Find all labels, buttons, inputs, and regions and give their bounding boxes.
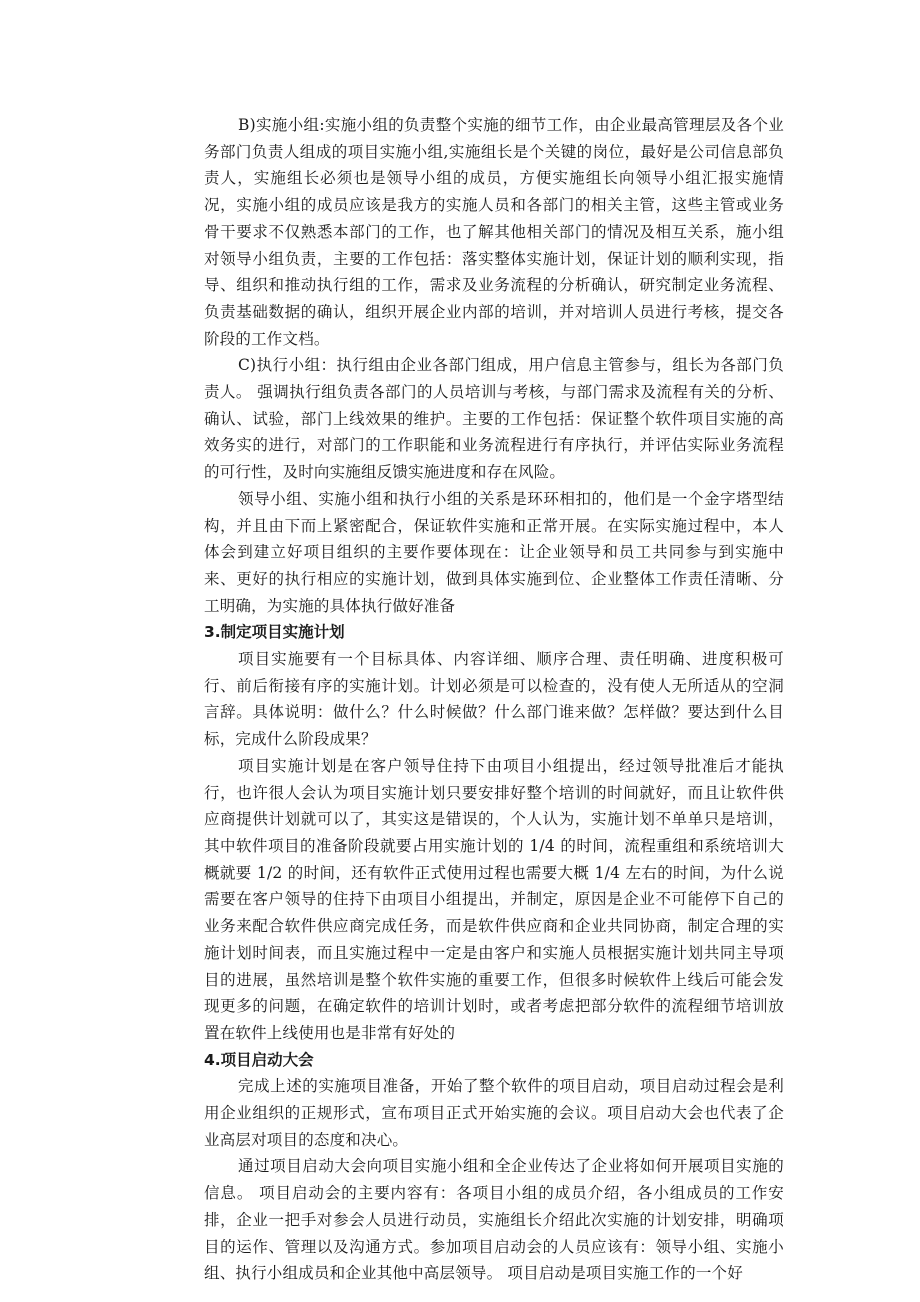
- document-body: [204, 112, 784, 1287]
- paragraph-kickoff-intro: 完成上述的实施项目准备，开始了整个软件的项目启动，项目启动过程会是利用企业组织的正规形式，宣布项目正式开始实施的会议。项目启动大会也代表了企业高层对项目的态度和决心。: [204, 1077, 784, 1149]
- paragraph-kickoff-content: 通过项目启动大会向项目实施小组和全企业传达了企业将如何开展项目实施的信息。 项目启动会的主要内容有：各项目小组的成员介绍，各小组成员的工作安排，企业一把手对参会人员进行动员，实施组长介绍此次实施的计划安排，明确项目的运作、管理以及沟通方式。参加项目启动会的人员应该有：领导小组、实施小组、执行小组成员和企业其他中高层领导。 项目启动是项目实施工作的一个好: [204, 1157, 784, 1283]
- paragraph-plan-goals: 项目实施要有一个目标具体、内容详细、顺序合理、责任明确、进度积极可行、前后衔接有序的实施计划。计划必须是可以检查的，没有使人无所适从的空洞言辞。具体说明：做什么？什么时候做？什么部门谁来做？怎样做？要达到什么目标，完成什么阶段成果？: [204, 650, 784, 749]
- heading-kickoff-meeting: 4.项目启动大会: [204, 1050, 314, 1069]
- paragraph-execution-group: C)执行小组：执行组由企业各部门组成，用户信息主管参与，组长为各部门负责人。 强调执行组负责各部门的人员培训与考核，与部门需求及流程有关的分析、确认、试验，部门上线效果的维护。主要的工作包括：保证整个软件项目实施的高效务实的进行，对部门的工作职能和业务流程进行有序执行，并评估实际业务流程的可行性，及时向实施组反馈实施进度和存在风险。: [204, 356, 784, 482]
- paragraph-plan-details: 项目实施计划是在客户领导住持下由项目小组提出，经过领导批准后才能执行，也许很人会认为项目实施计划只要安排好整个培训的时间就好，而且让软件供应商提供计划就可以了，其实这是错误的，个人认为，实施计划不单单只是培训，其中软件项目的准备阶段就要占用实施计划的 1/4 的时间，流程重组和系统培训大概就要 1/2 的时间，还有软件正式使用过程也需要大概 1/4 左右的时间，为什么说需要在客户领导的住持下由项目小组提出，并制定，原因是企业不可能停下自己的业务来配合软件供应商完成任务，而是软件供应商和企业共同协商，制定合理的实施计划时间表，而且实施过程中一定是由客户和实施人员根据实施计划共同主导项目的进展，虽然培训是整个软件实施的重要工作，但很多时候软件上线后可能会发现更多的问题，在确定软件的培训计划时，或者考虑把部分软件的流程细节培训放置在软件上线使用也是非常有好处的: [204, 756, 784, 1042]
- paragraph-group-relationship: 领导小组、实施小组和执行小组的关系是环环相扣的，他们是一个金字塔型结构，并且由下而上紧密配合，保证软件实施和正常开展。在实际实施过程中，本人体会到建立好项目组织的主要作要体现在：让企业领导和员工共同参与到实施中来、更好的执行相应的实施计划，做到具体实施到位、企业整体工作责任清晰、分工明确，为实施的具体执行做好准备: [204, 489, 784, 615]
- paragraph-implementation-group: B)实施小组:实施小组的负责整个实施的细节工作，由企业最高管理层及各个业务部门负责人组成的项目实施小组,实施组长是个关键的岗位，最好是公司信息部负责人，实施组长必须也是领导小组的成员，方便实施组长向领导小组汇报实施情况，实施小组的成员应该是我方的实施人员和各部门的相关主管，这些主管或业务骨干要求不仅熟悉本部门的工作，也了解其他相关部门的情况及相互关系，施小组对领导小组负责，主要的工作包括：落实整体实施计划，保证计划的顺利实现，指导、组织和推动执行组的工作，需求及业务流程的分析确认，研究制定业务流程、负责基础数据的确认，组织开展企业内部的培训，并对培训人员进行考核，提交各阶段的工作文档。: [204, 116, 784, 348]
- heading-implementation-plan: 3.制定项目实施计划: [204, 623, 345, 642]
